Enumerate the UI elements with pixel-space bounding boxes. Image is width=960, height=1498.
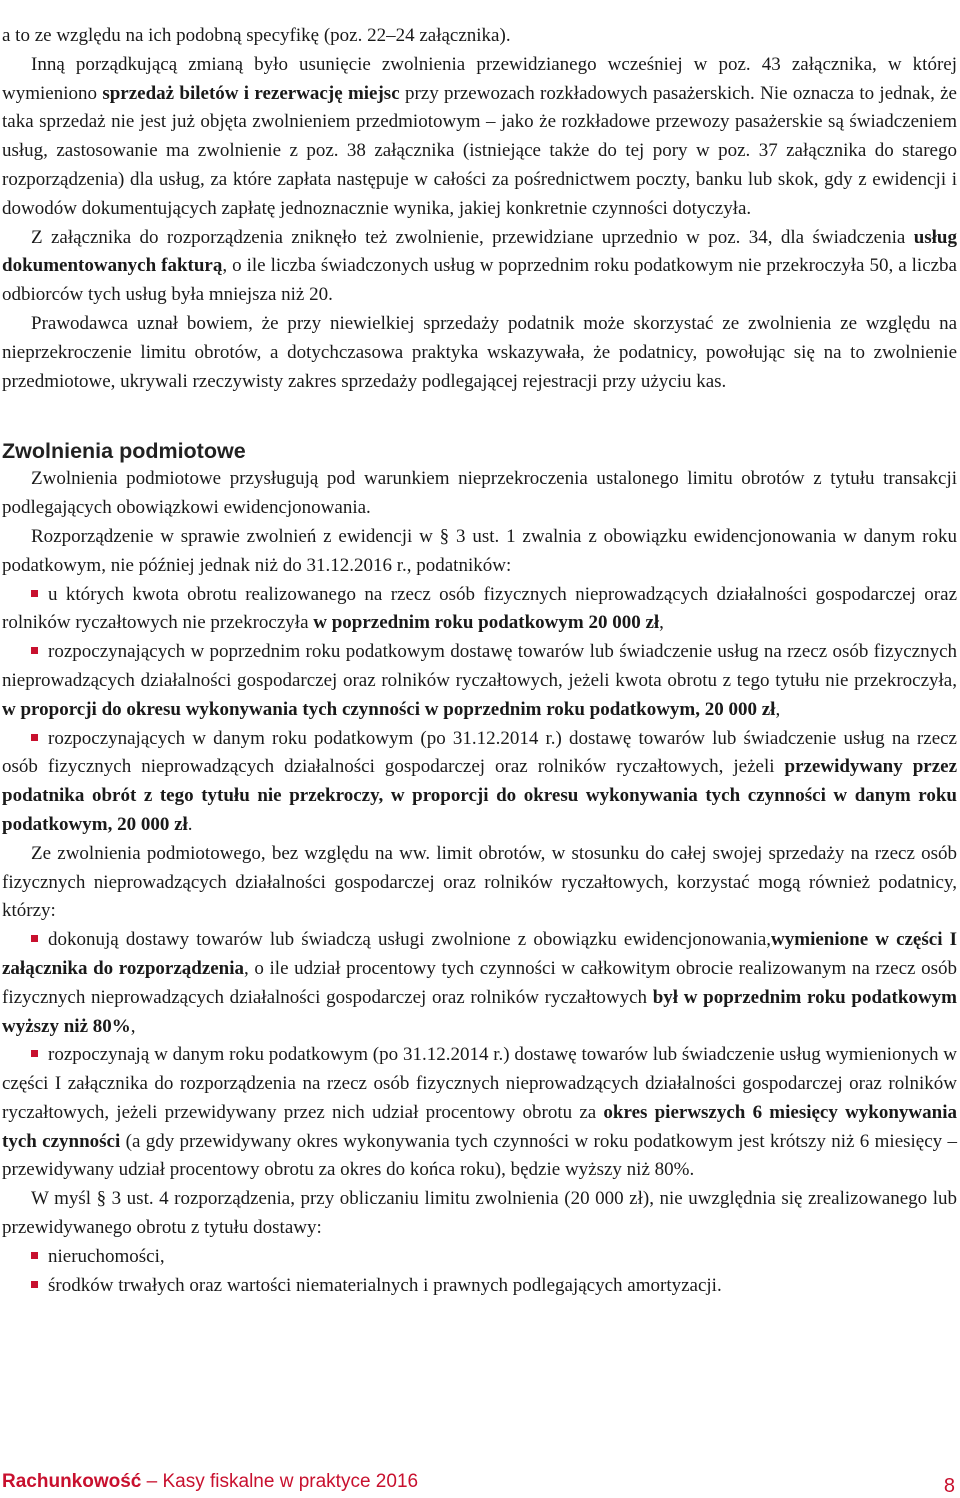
list-item: u których kwota obrotu realizowanego na rzecz osób fizycznych nieprowadzących działalności gospodarczej oraz rolników ryczałtowych nie przekroczyła w poprzednim roku podatkowym 20 000 zł, [2,583,957,634]
section-heading: Zwolnienia podmiotowe [2,439,246,464]
footer-publication: Rachunkowość – Kasy fiskalne w praktyce 2016 [2,1471,419,1492]
paragraph-ticket-sales: Inną porządkującą zmianą było usunięcie zwolnienia przewidzianego wcześniej w poz. 43 załącznika, w której wymieniono sprzedaż biletów i rezerwację miejsc przy przewozach rozkładowych pasażerskich. Nie oznacza to jednak, że taka sprzedaż nie jest już objęta zwolnieniem przedmiotowym – jako że rozkładowe przewozy pasażerskie są świadczeniem usług, zastosowanie ma zwolnienie z poz. 38 załącznika (istniejące także do tej pory w poz. 37 załącznika do starego rozporządzenia) dla usług, za które zapłata następuje w całości za pośrednictwem poczty, banku lub skok, gdy z ewidencji i dowodów dokumentujących zapłatę jednoznacznie wynika, jakiej konkretnie czynności dotyczyła. [2,53,957,219]
list-item: nieruchomości, [2,1243,957,1272]
bullet-square-icon [31,1281,38,1288]
bullet-square-icon [31,1050,38,1057]
paragraph-regulation: Rozporządzenie w sprawie zwolnień z ewidencji w § 3 ust. 1 zwalnia z obowiązku ewidencjonowania w danym roku podatkowym, nie później jednak niż do 31.12.2016 r., podatników: [2,525,957,576]
paragraph-subjective-exemptions: Zwolnienia podmiotowe przysługują pod warunkiem nieprzekroczenia ustalonego limitu obrotów z tytułu transakcji podlegających obowiązkowi ewidencjonowania. [2,468,957,519]
list-item: rozpoczynających w poprzednim roku podatkowym dostawę towarów lub świadczenie usług na rzecz osób fizycznych nieprowadzących działalności gospodarczej oraz rolników ryczałtowych, jeżeli kwota obrotu z tego tytułu nie przekroczyła, w proporcji do okresu wykonywania tych czynności w poprzednim roku podatkowym, 20 000 zł, [2,641,957,720]
bullet-square-icon [31,1252,38,1259]
paragraph-legislator: Prawodawca uznał bowiem, że przy niewielkiej sprzedaży podatnik może skorzystać ze zwolnienia ze względu na nieprzekroczenie limitu obrotów, a dotychczasowa praktyka wskazywała, że podatnicy, powołując się na to zwolnienie przedmiotowe, ukrywali rzeczywisty zakres sprzedaży podlegającej rejestracji przy użyciu kas. [2,312,957,392]
list-item: środków trwałych oraz wartości niematerialnych i prawnych podlegających amortyzacji. [2,1272,957,1301]
footer-title: Kasy fiskalne w praktyce 2016 [162,1471,419,1492]
bullet-square-icon [31,647,38,654]
list-item: rozpoczynają w danym roku podatkowym (po 31.12.2014 r.) dostawę towarów lub świadczenie usług wymienionych w części I załącznika do rozporządzenia na rzecz osób fizycznych nieprowadzących działalności gospodarczej oraz rolników ryczałtowych, jeżeli przewidywany przez nich udział procentowy obrotu za okres pierwszych 6 miesięcy wykonywania tych czynności (a gdy przewidywany okres wykonywania tych czynności w roku podatkowym jest krótszy niż 6 miesięcy – przewidywany udział procentowy obrotu za okres do końca roku), będzie wyższy niż 80%. [2,1044,958,1181]
page-footer [2,1470,957,1496]
paragraph-exemption-regardless: Ze zwolnienia podmiotowego, bez względu na ww. limit obrotów, w stosunku do całej swojej sprzedaży na rzecz osób fizycznych nieprowadzących działalności gospodarczej oraz rolników ryczałtowych, korzystać mogą również podatnicy, którzy: [2,842,957,922]
paragraph-invoice-services: Z załącznika do rozporządzenia zniknęło też zwolnienie, przewidziane uprzednio w poz. 34, dla świadczenia usług dokumentowanych fakturą, o ile liczba świadczonych usług w poprzednim roku podatkowym nie przekroczyła 50, a liczba odbiorców tych usług była mniejsza niż 20. [2,226,957,306]
page-number: 8 [943,1475,955,1497]
paragraph-continuation: a to ze względu na ich podobną specyfikę (poz. 22–24 załącznika). [2,25,511,46]
document-body [2,22,957,1300]
bullet-square-icon [31,935,38,942]
bullet-square-icon [31,734,38,741]
paragraph-limit-calculation: W myśl § 3 ust. 4 rozporządzenia, przy obliczaniu limitu zwolnienia (20 000 zł), nie uwzględnia się zrealizowanego lub przewidywanego obrotu z tytułu dostawy: [2,1188,957,1239]
footer-brand: Rachunkowość [2,1471,142,1492]
list-item: rozpoczynających w danym roku podatkowym (po 31.12.2014 r.) dostawę towarów lub świadczenie usług na rzecz osób fizycznych nieprowadzących działalności gospodarczej oraz rolników ryczałtowych, jeżeli przewidywany przez podatnika obrót z tego tytułu nie przekroczy, w proporcji do okresu wykonywania tych czynności w danym roku podatkowym, 20 000 zł. [2,727,958,835]
bullet-square-icon [31,590,38,597]
list-item: dokonują dostawy towarów lub świadczą usługi zwolnione z obowiązku ewidencjonowania,wymienione w części I załącznika do rozporządzenia, o ile udział procentowy tych czynności w całkowitym obrocie realizowanym na rzecz osób fizycznych nieprowadzących działalności gospodarczej oraz rolników ryczałtowych był w poprzednim roku podatkowym wyższy niż 80%, [2,929,957,1037]
